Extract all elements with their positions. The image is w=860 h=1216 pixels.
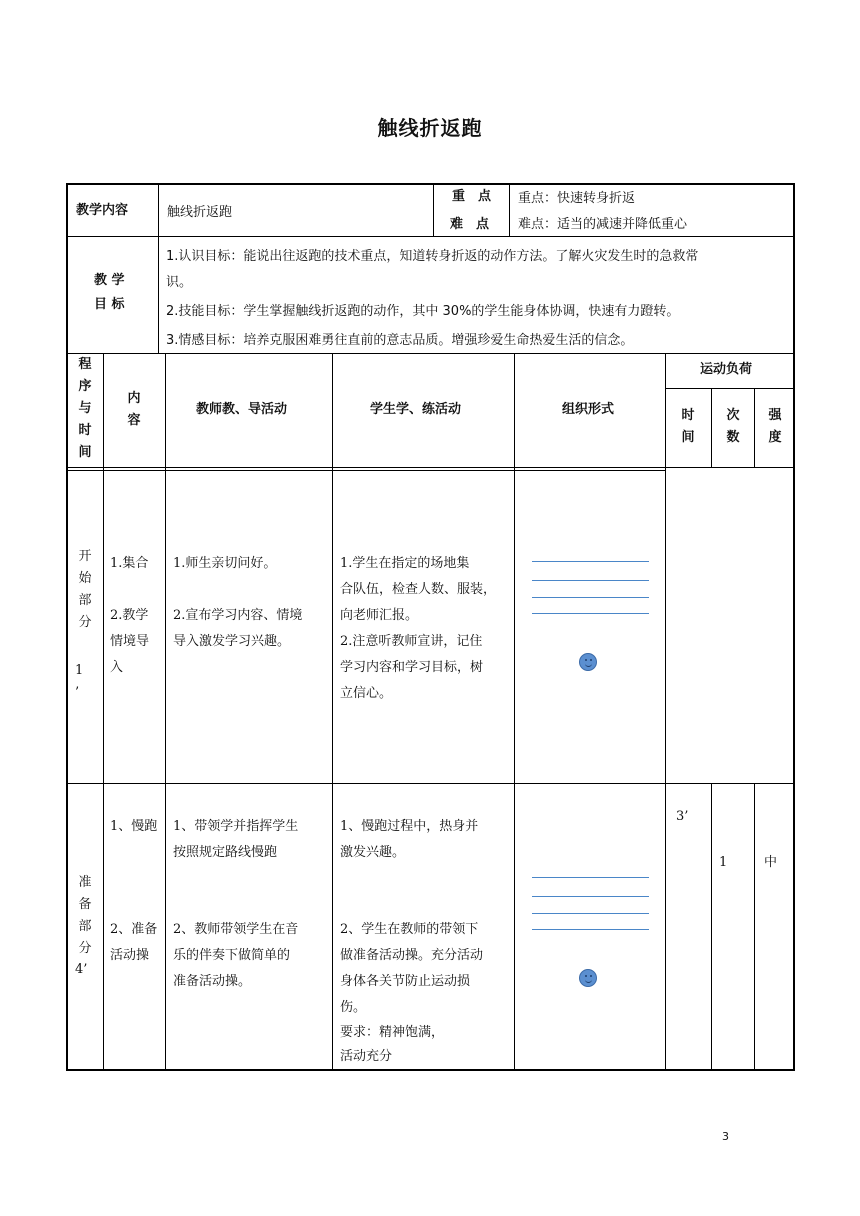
start-student-2: 2.注意听教师宣讲，记住 学习内容和学习目标，树 立信心。 xyxy=(340,634,484,701)
prep-teacher-1: 1、带领学并指挥学生 按照规定路线慢跑 xyxy=(173,819,299,860)
key-point-label: 重 点 xyxy=(452,189,492,204)
divider xyxy=(711,388,712,468)
table-right-border xyxy=(793,183,795,1071)
prep-content-1: 1、慢跑 xyxy=(110,819,158,834)
content-value: 触线折返跑 xyxy=(167,205,233,220)
page-title: 触线折返跑 xyxy=(377,116,483,140)
table-top-border xyxy=(66,183,795,185)
section-start-time: 1 ’ xyxy=(75,663,84,700)
divider xyxy=(665,353,666,1070)
divider xyxy=(665,388,794,389)
start-content-1: 1.集合 xyxy=(110,556,149,571)
prep-time: 3’ xyxy=(676,809,689,824)
content-header: 内 容 xyxy=(127,391,141,428)
organization-header: 组织形式 xyxy=(562,402,615,417)
count-header: 次 数 xyxy=(726,408,740,445)
goal-2: 2.技能目标：学生掌握触线折返跑的动作，其中 30%的学生能身体协调，快速有力蹬转。 xyxy=(166,304,680,319)
divider xyxy=(66,783,795,784)
start-student-1: 1.学生在指定的场地集 合队伍，检查人数、服装， 向老师汇报。 xyxy=(340,556,497,623)
section-preparation-time: 4’ xyxy=(75,962,88,977)
teacher-smiley-icon xyxy=(579,969,597,987)
divider xyxy=(433,183,434,237)
divider xyxy=(754,783,755,1070)
content-label: 教学内容 xyxy=(76,203,129,218)
load-header: 运动负荷 xyxy=(700,362,753,377)
goal-3: 3.情感目标：培养克服困难勇往直前的意志品质。增强珍爱生命热爱生活的信念。 xyxy=(166,333,634,348)
formation-line xyxy=(532,580,649,581)
prep-intensity: 中 xyxy=(764,855,778,870)
teacher-header: 教师教、导活动 xyxy=(196,402,288,417)
divider xyxy=(332,353,333,1070)
divider xyxy=(754,388,755,468)
teacher-smiley-icon xyxy=(579,653,597,671)
formation-line xyxy=(532,613,649,614)
section-preparation: 准 备 部 分 xyxy=(78,875,92,956)
goals-label-1: 教 学 xyxy=(94,273,125,288)
section-start: 开 始 部 分 xyxy=(78,549,92,630)
table-bottom-border xyxy=(66,1069,795,1071)
prep-teacher-2: 2、教师带领学生在音 乐的伴奏下做简单的 准备活动操。 xyxy=(173,922,299,989)
goal-1-line-1: 1.认识目标：能说出往返跑的技术重点，知道转身折返的动作方法。了解火灾发生时的急救常 xyxy=(166,249,699,264)
formation-line xyxy=(532,561,649,562)
time-header: 时 间 xyxy=(681,408,695,445)
divider xyxy=(158,183,159,353)
prep-student-requirement: 要求：精神饱满， 活动充分 xyxy=(340,1025,445,1064)
key-point-text: 重点：快速转身折返 xyxy=(518,191,636,206)
divider xyxy=(103,353,104,1070)
prep-count: 1 xyxy=(719,855,728,870)
divider xyxy=(509,183,510,237)
goals-label-2: 目 标 xyxy=(94,297,125,312)
divider xyxy=(514,353,515,1070)
divider xyxy=(66,470,666,471)
start-teacher-1: 1.师生亲切问好。 xyxy=(173,556,277,571)
student-header: 学生学、练活动 xyxy=(370,402,462,417)
start-content-2: 2.教学 情境导 入 xyxy=(110,608,150,675)
difficulty-text: 难点：适当的减速并降低重心 xyxy=(518,217,688,232)
difficulty-label: 难 点 xyxy=(450,217,490,232)
formation-line xyxy=(532,597,649,598)
goal-1-line-2: 识。 xyxy=(166,275,193,290)
formation-line xyxy=(532,929,649,930)
formation-line xyxy=(532,877,649,878)
prep-student-1: 1、慢跑过程中，热身并 激发兴趣。 xyxy=(340,819,479,860)
start-teacher-2: 2.宣布学习内容、情境 导入激发学习兴趣。 xyxy=(173,608,303,649)
prep-student-2: 2、学生在教师的带领下 做准备活动操。充分活动 身体各关节防止运动损 伤。 xyxy=(340,922,484,1015)
page-number: 3 xyxy=(722,1130,729,1143)
formation-line xyxy=(532,913,649,914)
formation-line xyxy=(532,896,649,897)
divider xyxy=(165,353,166,1070)
prep-content-2: 2、准备 活动操 xyxy=(110,922,158,963)
procedure-header: 程 序 与 时 间 xyxy=(78,357,92,460)
intensity-header: 强 度 xyxy=(768,408,782,445)
divider xyxy=(711,783,712,1070)
divider xyxy=(66,467,795,468)
